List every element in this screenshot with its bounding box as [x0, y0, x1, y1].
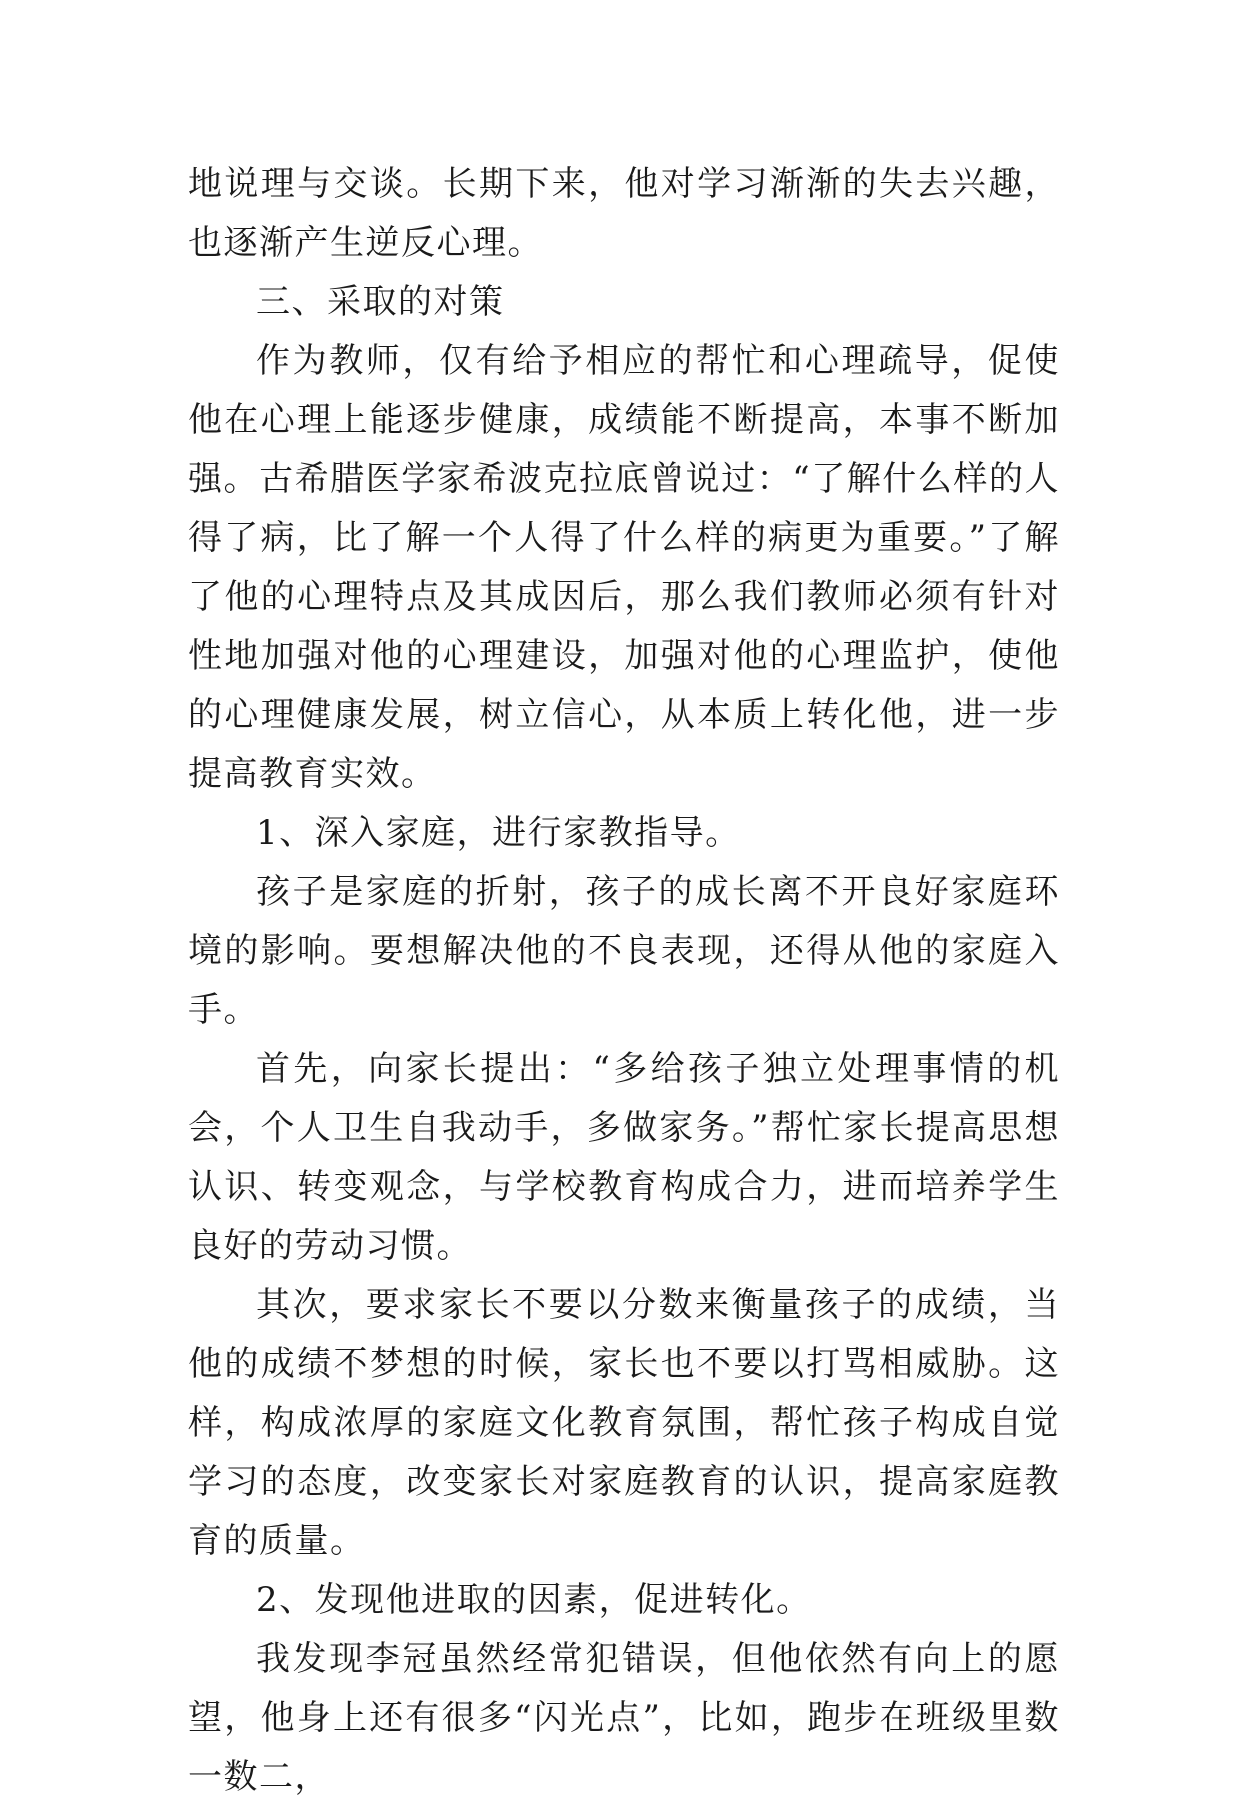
body-text	[188, 155, 1060, 1807]
subheading-positive-factors: 2、发现他进取的因素，促进转化。	[256, 1580, 812, 1620]
paragraph-family-reflection: 孩子是家庭的折射，孩子的成长离不开良好家庭环境的影响。要想解决他的不良表现，还得从他的家庭入手。	[188, 872, 1060, 1030]
paragraph-bright-spots: 我发现李冠虽然经常犯错误，但他依然有向上的愿望，他身上还有很多“闪光点”，比如，跑步在班级里数一数二，	[188, 1639, 1060, 1797]
subheading-family-guidance: 1、深入家庭，进行家教指导。	[256, 813, 741, 853]
paragraph-second-suggestion: 其次，要求家长不要以分数来衡量孩子的成绩，当他的成绩不梦想的时候，家长也不要以打骂相威胁。这样，构成浓厚的家庭文化教育氛围，帮忙孩子构成自觉学习的态度，改变家长对家庭教育的认识，提高家庭教育的质量。	[188, 1285, 1060, 1561]
paragraph-teacher-role: 作为教师，仅有给予相应的帮忙和心理疏导，促使他在心理上能逐步健康，成绩能不断提高，本事不断加强。古希腊医学家希波克拉底曾说过：“了解什么样的人得了病，比了解一个人得了什么样的病更为重要。”了解了他的心理特点及其成因后，那么我们教师必须有针对性地加强对他的心理建设，加强对他的心理监护，使他的心理健康发展，树立信心，从本质上转化他，进一步提高教育实效。	[188, 341, 1060, 794]
paragraph-first-suggestion: 首先，向家长提出：“多给孩子独立处理事情的机会，个人卫生自我动手，多做家务。”帮忙家长提高思想认识、转变观念，与学校教育构成合力，进而培养学生良好的劳动习惯。	[188, 1049, 1060, 1266]
section-heading-countermeasures: 三、采取的对策	[256, 282, 505, 322]
paragraph-continuation: 地说理与交谈。长期下来，他对学习渐渐的失去兴趣，也逐渐产生逆反心理。	[188, 164, 1060, 263]
